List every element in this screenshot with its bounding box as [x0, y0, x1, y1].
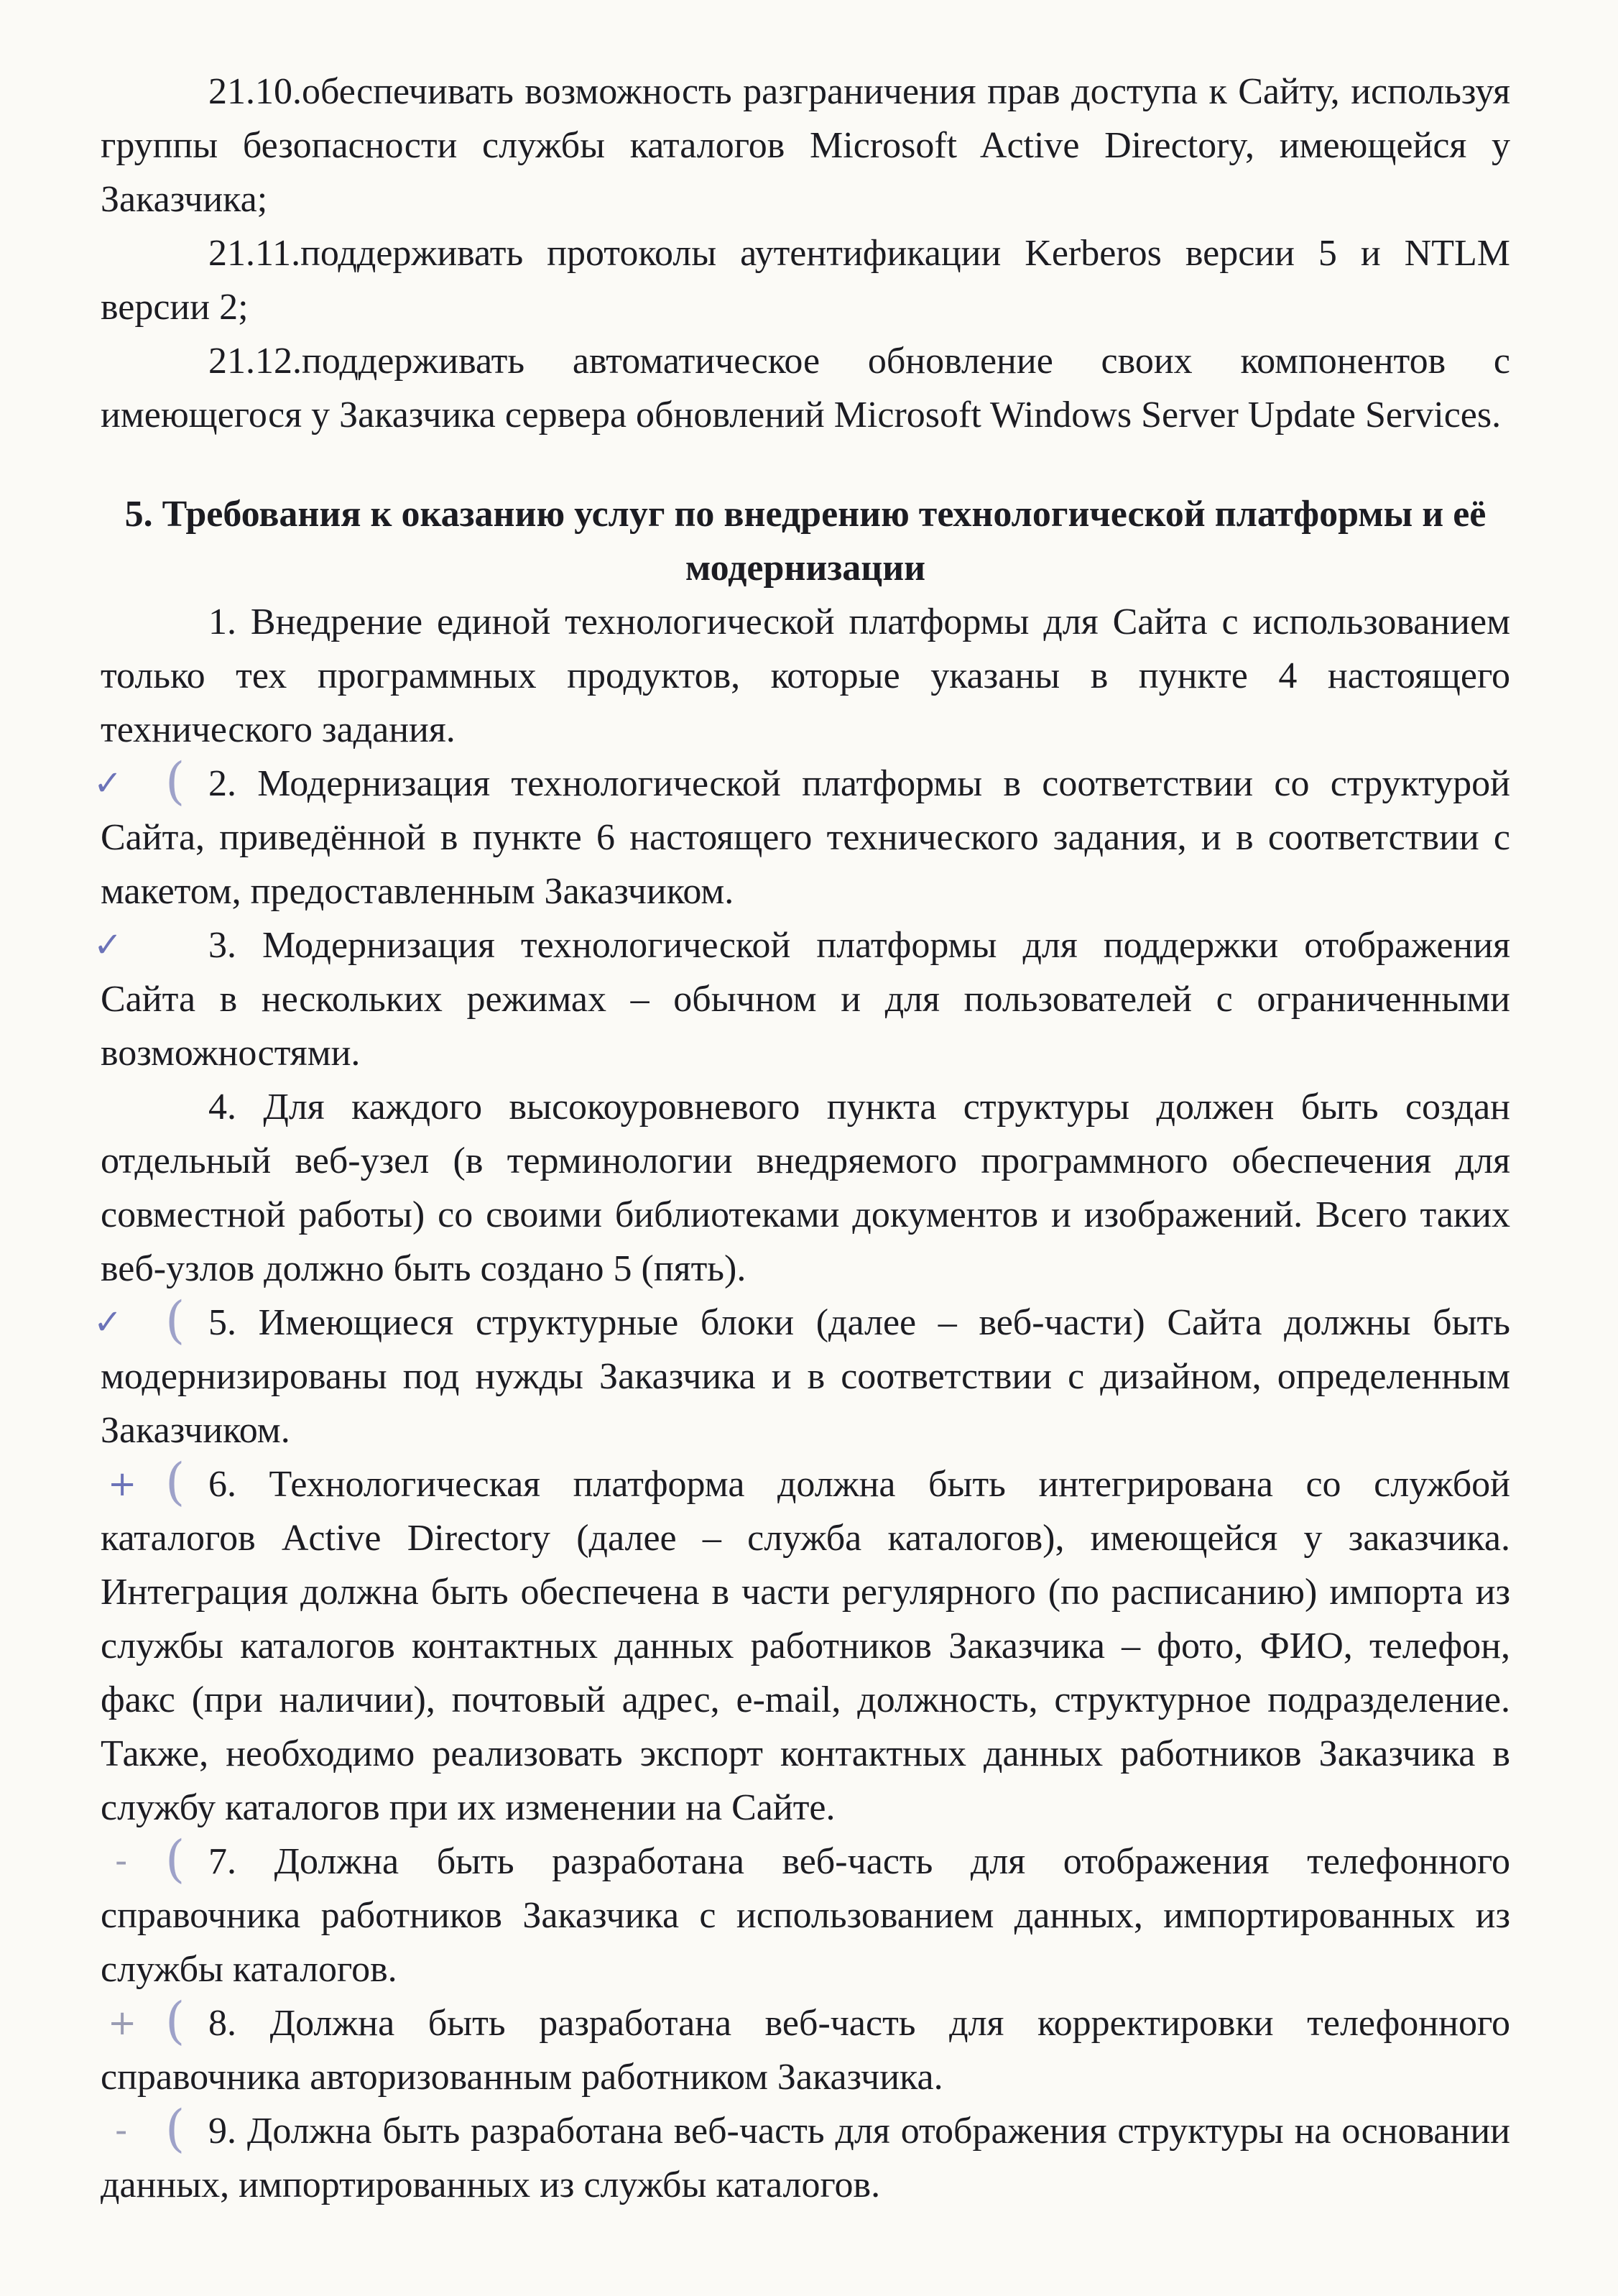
handwritten-plus: +: [108, 1464, 137, 1504]
item-9: [101, 2099, 1510, 2212]
item-text: 5. Имеющиеся структурные блоки (далее – веб-части) Сайта должны быть модернизированы под нужды Заказчика и в соответствии с дизайном, определенным Заказчиком.: [101, 1302, 1510, 1451]
item-8: [101, 1991, 1510, 2104]
handwritten-paren-icon: (: [165, 752, 185, 811]
handwritten-dash: -: [115, 1841, 128, 1881]
paragraph-21-12: 21.12.поддерживать автоматическое обновление своих компонентов с имеющегося у Заказчика сервера обновлений Microsoft Windows Server Update Services.: [101, 341, 1510, 435]
handwritten-dash: -: [115, 2111, 128, 2151]
item-text: 1. Внедрение единой технологической платформы для Сайта с использованием только тех программных продуктов, которые указаны в пункте 4 настоящего технического задания.: [101, 601, 1510, 750]
item-text: 3. Модернизация технологической платформы для поддержки отображения Сайта в нескольких режимах – обычном и для пользователей с ограниченными возможностями.: [101, 925, 1510, 1074]
item-1: [101, 595, 1510, 757]
handwritten-paren-icon: (: [165, 2099, 185, 2158]
item-4: [101, 1080, 1510, 1296]
item-2: [93, 752, 1510, 918]
paragraph-21-11: 21.11.поддерживать протоколы аутентификации Kerberos версии 5 и NTLM версии 2;: [101, 233, 1510, 328]
paragraph-21-10: 21.10.обеспечивать возможность разграничения прав доступа к Сайту, используя группы безопасности службы каталогов Microsoft Active Directory, имеющейся у Заказчика;: [101, 71, 1510, 220]
item-3: [93, 918, 1510, 1080]
handwritten-check: ✓: [93, 763, 123, 803]
handwritten-check: ✓: [93, 1302, 123, 1342]
section-title: 5. Требования к оказанию услуг по внедрению технологической платформы и её модернизации: [124, 494, 1487, 589]
handwritten-paren-icon: (: [165, 1452, 185, 1511]
item-text: 8. Должна быть разработана веб-часть для корректировки телефонного справочника авторизованным работником Заказчика.: [101, 2003, 1510, 2098]
handwritten-paren-icon: (: [165, 1291, 185, 1350]
item-7: [101, 1830, 1510, 1996]
item-text: 6. Технологическая платформа должна быть интегрирована со службой каталогов Active Directory (далее – служба каталогов), имеющейся у заказчика. Интеграция должна быть обеспечена в части регулярного (по расписанию) импорта из службы каталогов контактных данных работников Заказчика – фото, ФИО, телефон, факс (при наличии), почтовый адрес, e-mail, должность, структурное подразделение. Также, необходимо реализовать экспорт контактных данных работников Заказчика в службу каталогов при их изменении на Сайте.: [101, 1464, 1510, 1828]
item-5: [93, 1291, 1510, 1457]
handwritten-plus: +: [108, 2003, 137, 2043]
item-text: 4. Для каждого высокоуровневого пункта структуры должен быть создан отдельный веб-узел (в терминологии внедряемого программного обеспечения для совместной работы) со своими библиотеками документов и изображений. Всего таких веб-узлов должно быть создано 5 (пять).: [101, 1087, 1510, 1289]
item-text: 9. Должна быть разработана веб-часть для отображения структуры на основании данных, импортированных из службы каталогов.: [101, 2111, 1510, 2205]
handwritten-paren-icon: (: [165, 1991, 185, 2050]
item-text: 7. Должна быть разработана веб-часть для отображения телефонного справочника работников Заказчика с использованием данных, импортированных из службы каталогов.: [101, 1841, 1510, 1990]
handwritten-check: ✓: [93, 925, 123, 965]
item-6: [101, 1452, 1510, 1835]
item-text: 2. Модернизация технологической платформы в соответствии со структурой Сайта, приведённой в пункте 6 настоящего технического задания, и в соответствии с макетом, предоставленным Заказчиком.: [101, 763, 1510, 912]
handwritten-paren-icon: (: [165, 1830, 185, 1889]
